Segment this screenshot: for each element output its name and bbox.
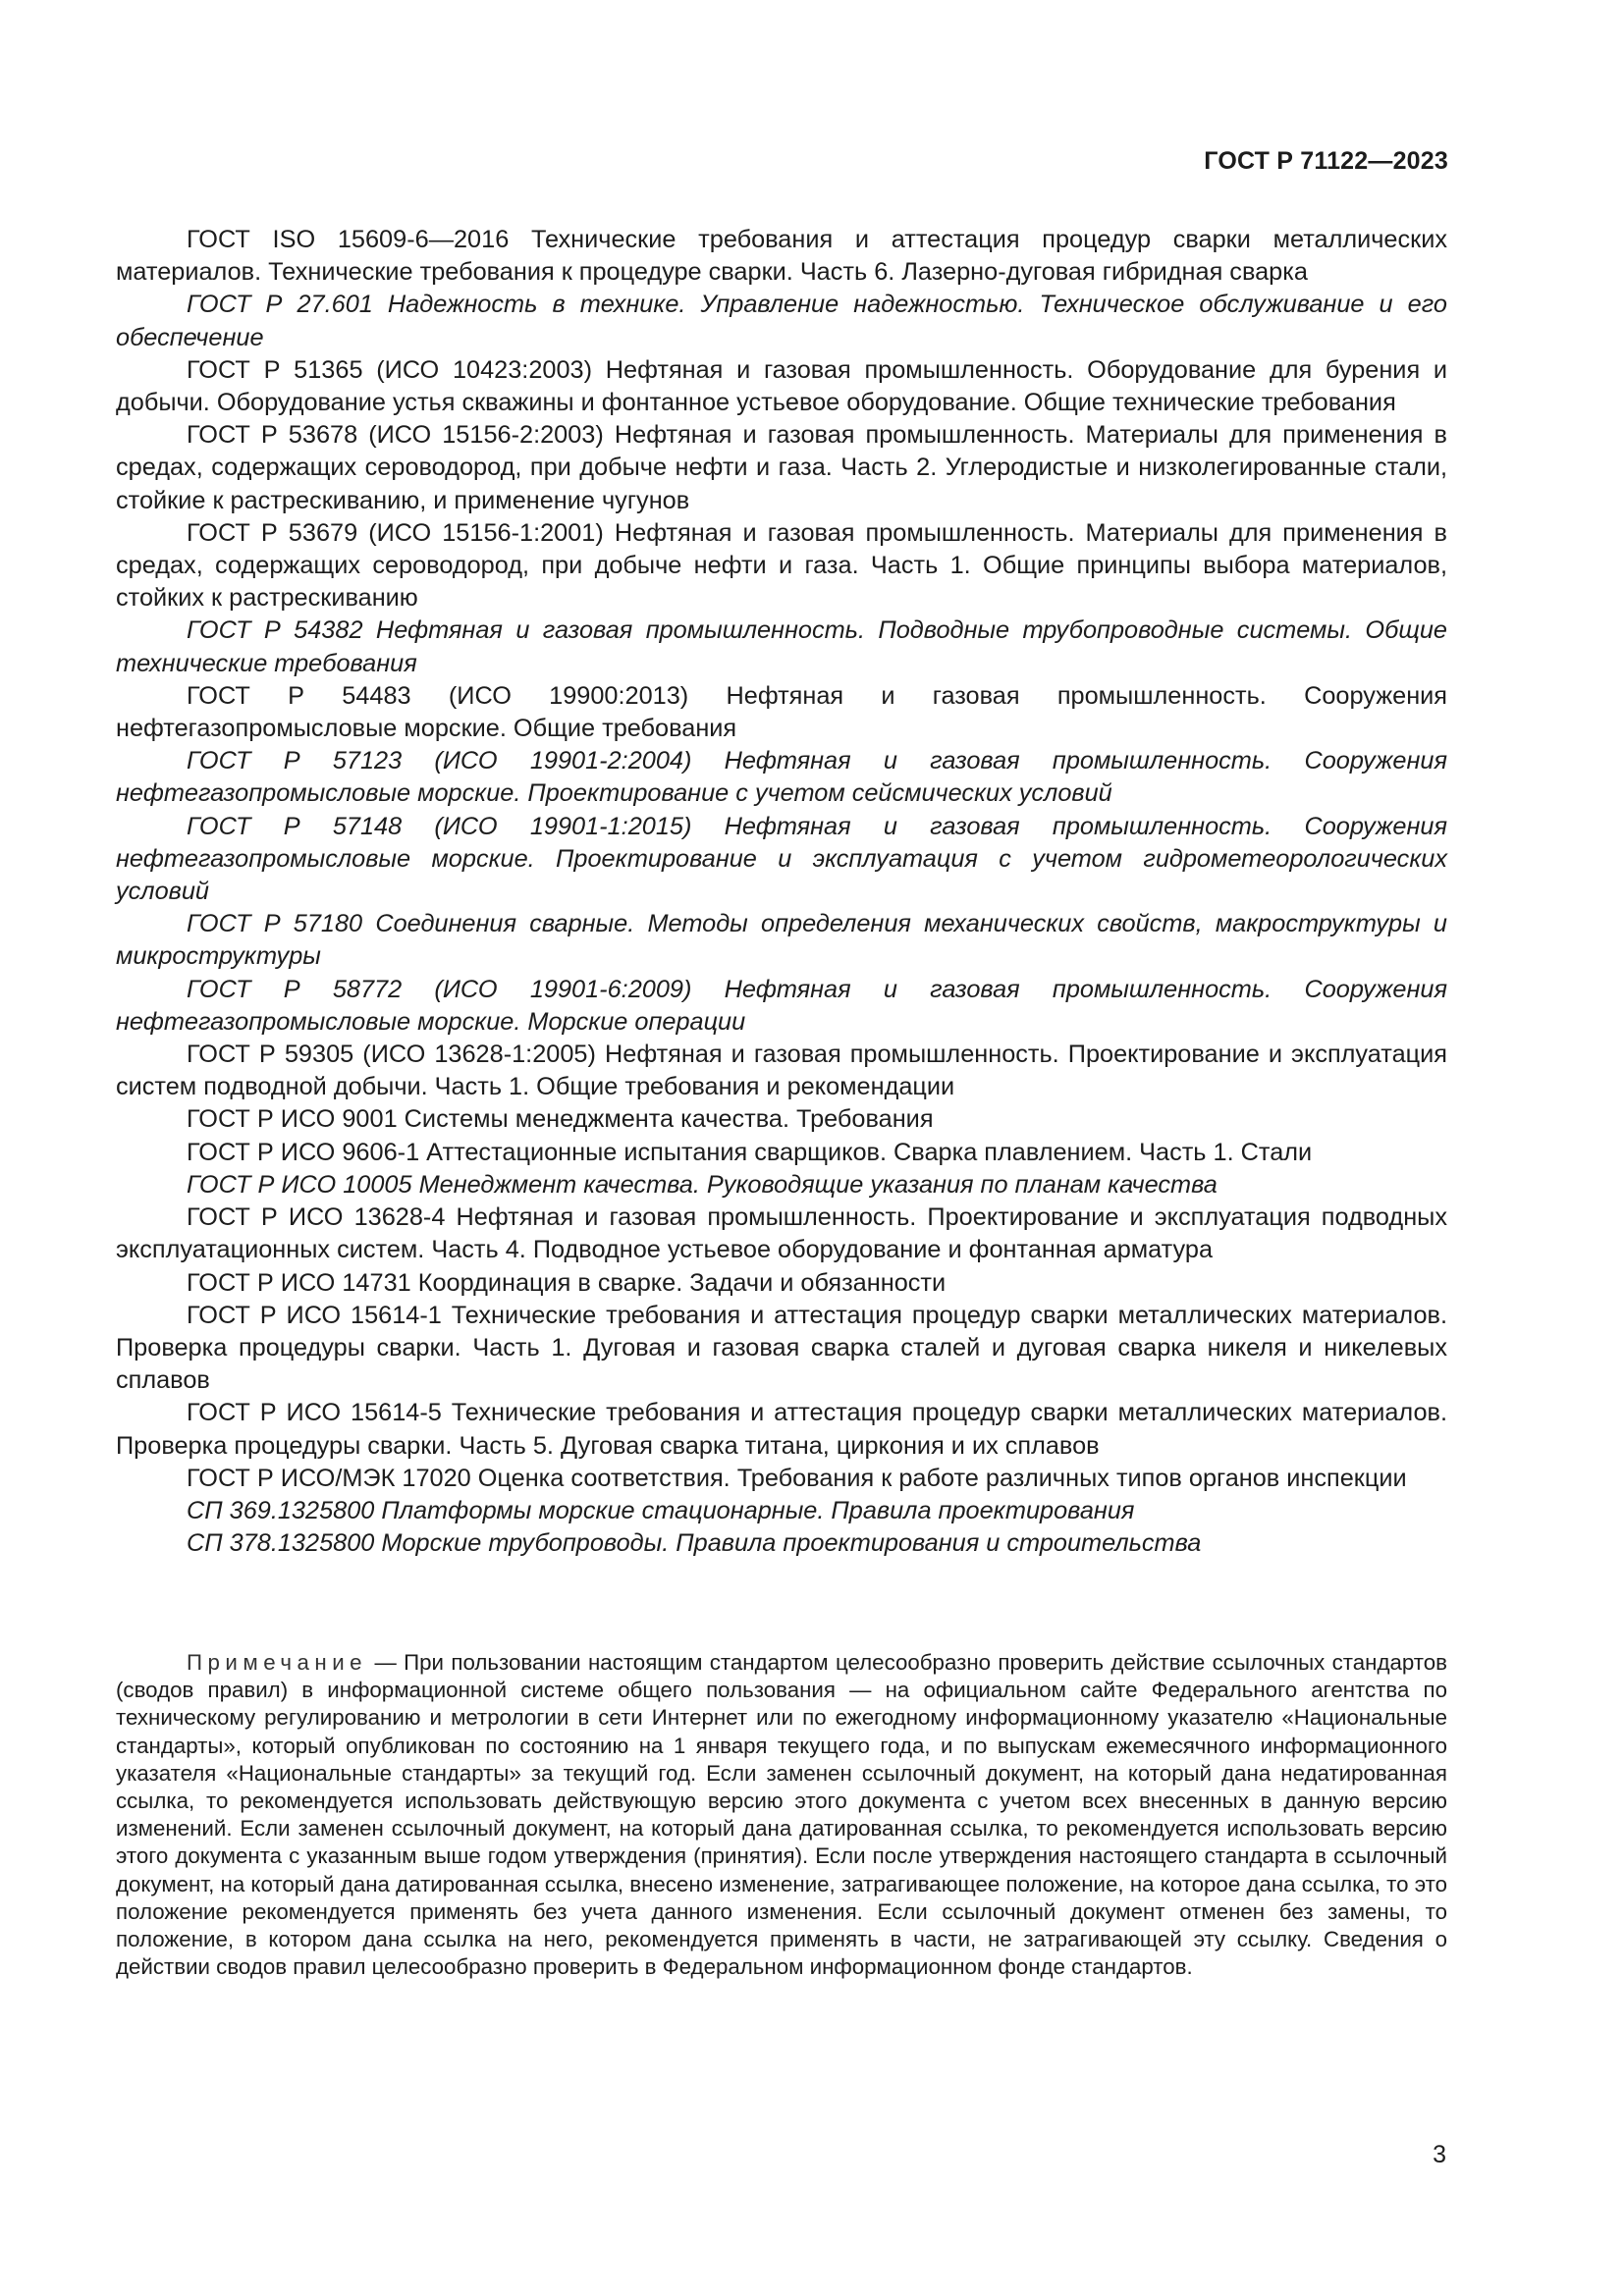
reference-item: ГОСТ Р 54382 Нефтяная и газовая промышленность. Подводные трубопроводные системы. Общие технические требования [116,616,1447,677]
reference-item: ГОСТ Р 54483 (ИСО 19900:2013) Нефтяная и газовая промышленность. Сооружения нефтегазопромысловые морские. Общие требования [116,681,1447,743]
normative-references-list [116,224,1447,1560]
reference-item: ГОСТ Р ИСО 10005 Менеджмент качества. Руководящие указания по планам качества [187,1170,1218,1199]
reference-item: ГОСТ Р ИСО 9606-1 Аттестационные испытания сварщиков. Сварка плавлением. Часть 1. Стали [187,1138,1313,1166]
reference-item: СП 378.1325800 Морские трубопроводы. Правила проектирования и строительства [187,1529,1202,1558]
reference-item: СП 369.1325800 Платформы морские стационарные. Правила проектирования [187,1496,1135,1524]
reference-item: ГОСТ Р ИСО 9001 Системы менеджмента качества. Требования [187,1105,934,1134]
reference-item: ГОСТ Р ИСО 13628-4 Нефтяная и газовая промышленность. Проектирование и эксплуатация подводных эксплуатационных систем. Часть 4. Подводное устьевое оборудование и фонтанная арматура [116,1203,1447,1264]
document-code-header: ГОСТ Р 71122—2023 [1204,147,1448,175]
reference-item: ГОСТ Р 58772 (ИСО 19901-6:2009) Нефтяная и газовая промышленность. Сооружения нефтегазопромысловые морские. Морские операции [116,975,1447,1036]
reference-item: ГОСТ Р 27.601 Надежность в технике. Управление надежностью. Техническое обслуживание и его обеспечение [116,291,1447,351]
reference-item: ГОСТ Р 53679 (ИСО 15156-1:2001) Нефтяная и газовая промышленность. Материалы для применения в средах, содержащих сероводород, при добыче нефти и газа. Часть 1. Общие принципы выбора материалов, стойких к растрескиванию [116,518,1447,613]
reference-item: ГОСТ Р ИСО/МЭК 17020 Оценка соответствия. Требования к работе различных типов органов инспекции [187,1464,1407,1492]
reference-item: ГОСТ Р 57180 Соединения сварные. Методы определения механических свойств, макроструктуры и микроструктуры [116,910,1447,971]
note-text: — При пользовании настоящим стандартом целесообразно проверить действие ссылочных стандартов (сводов правил) в информационной системе общего пользования — на официальном сайте Федерального агентства по техническому регулированию и метрологии в сети Интернет или по ежегодному информационному указателю «Национальные стандарты», который опубликован по состоянию на 1 января текущего года, и по выпускам ежемесячного информационного указателя «Национальные стандарты» за текущий год. Если заменен ссылочный документ, на который дана недатированная ссылка, то рекомендуется использовать действующую версию этого документа с учетом всех внесенных в данную версию изменений. Если заменен ссылочный документ, на который дана датированная ссылка, то рекомендуется использовать версию этого документа с указанным выше годом утверждения (принятия). Если после утверждения настоящего стандарта в ссылочный документ, на который дана датированная ссылка, внесено изменение, затрагивающее положение, на которое дана ссылка, то это положение рекомендуется применять без учета данного изменения. Если ссылочный документ отменен без замены, то положение, в котором дана ссылка на него, рекомендуется применять в части, не затрагивающей эту ссылку. Сведения о действии сводов правил целесообразно проверить в Федеральном информационном фонде стандартов. [116,1650,1447,1980]
reference-item: ГОСТ Р 53678 (ИСО 15156-2:2003) Нефтяная и газовая промышленность. Материалы для применения в средах, содержащих сероводород, при добыче нефти и газа. Часть 2. Углеродистые и низколегированные стали, стойкие к растрескиванию, и применение чугунов [116,421,1447,514]
reference-item: ГОСТ Р 57123 (ИСО 19901-2:2004) Нефтяная и газовая промышленность. Сооружения нефтегазопромысловые морские. Проектирование с учетом сейсмических условий [116,747,1447,808]
reference-item: ГОСТ Р ИСО 15614-5 Технические требования и аттестация процедур сварки металлических материалов. Проверка процедуры сварки. Часть 5. Дуговая сварка титана, циркония и их сплавов [116,1399,1447,1460]
page-number: 3 [1433,2141,1446,2168]
reference-item: ГОСТ Р 57148 (ИСО 19901-1:2015) Нефтяная и газовая промышленность. Сооружения нефтегазопромысловые морские. Проектирование и эксплуатация с учетом гидрометеорологических условий [116,812,1447,906]
note-label: Примечание [187,1650,368,1675]
reference-item: ГОСТ Р ИСО 14731 Координация в сварке. Задачи и обязанности [187,1268,947,1297]
reference-item: ГОСТ Р ИСО 15614-1 Технические требования и аттестация процедур сварки металлических материалов. Проверка процедуры сварки. Часть 1. Дуговая и газовая сварка сталей и дуговая сварка никеля и никелевых сплавов [116,1301,1447,1395]
reference-item: ГОСТ Р 51365 (ИСО 10423:2003) Нефтяная и газовая промышленность. Оборудование для бурения и добычи. Оборудование устья скважины и фонтанное устьевое оборудование. Общие технические требования [116,355,1447,417]
reference-item: ГОСТ Р 59305 (ИСО 13628-1:2005) Нефтяная и газовая промышленность. Проектирование и эксплуатация систем подводной добычи. Часть 1. Общие требования и рекомендации [116,1041,1447,1101]
note-paragraph [116,1649,1447,1981]
reference-item: ГОСТ ISO 15609-6—2016 Технические требования и аттестация процедур сварки металлических материалов. Технические требования к процедуре сварки. Часть 6. Лазерно-дуговая гибридная сварка [116,226,1447,287]
